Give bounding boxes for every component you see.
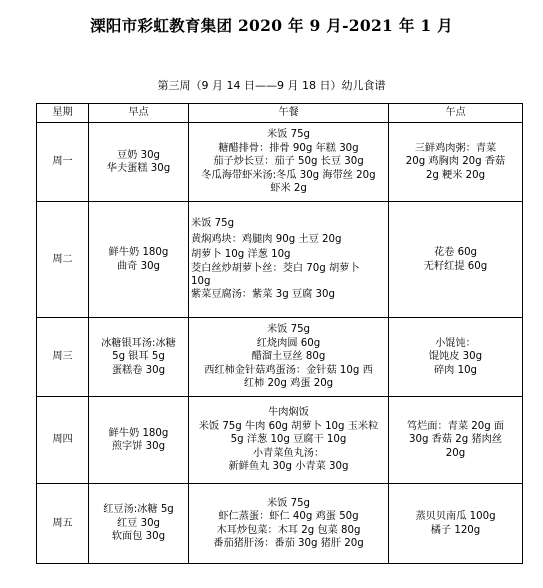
breakfast-item: 豆奶 30g xyxy=(116,149,161,161)
day-cell: 周四 xyxy=(37,397,89,484)
breakfast-item: 红豆 30g xyxy=(116,517,161,529)
lunch-item: 新鲜鱼丸 30g 小青菜 30g xyxy=(228,461,349,473)
lunch-item: 虾仁蒸蛋：虾仁 40g 鸡蛋 50g xyxy=(218,511,359,523)
lunch-item: 醋溜土豆丝 80g xyxy=(251,351,326,363)
snack-cell xyxy=(389,123,523,202)
header-day: 星期 xyxy=(37,104,89,123)
table-row xyxy=(37,202,523,318)
lunch-item: 西红柿金针菇鸡蛋汤：金针菇 10g 西 xyxy=(204,364,373,376)
snack-cell xyxy=(389,484,523,564)
breakfast-cell xyxy=(89,123,189,202)
breakfast-cell xyxy=(89,397,189,484)
breakfast-item: 曲奇 30g xyxy=(116,260,161,272)
lunch-cell xyxy=(189,318,389,397)
day-cell: 周五 xyxy=(37,484,89,564)
snack-cell xyxy=(389,397,523,484)
snack-item: 蒸贝贝南瓜 100g xyxy=(415,511,496,523)
snack-item: 2g 粳米 20g xyxy=(425,169,486,181)
table-row xyxy=(37,318,523,397)
lunch-item: 牛肉焖饭 xyxy=(268,407,309,419)
breakfast-item: 鲜牛奶 180g xyxy=(108,247,169,259)
day-cell: 周三 xyxy=(37,318,89,397)
lunch-cell xyxy=(189,123,389,202)
snack-item: 小馄饨： xyxy=(435,337,476,349)
document-title: 溧阳市彩虹教育集团 2020 年 9 月-2021 年 1 月 xyxy=(90,16,453,35)
snack-item: 无籽红提 60g xyxy=(423,260,488,272)
lunch-item: 紫菜豆腐汤：紫菜 3g 豆腐 30g xyxy=(191,289,335,301)
breakfast-item: 5g 银耳 5g xyxy=(112,351,165,363)
day-cell: 周二 xyxy=(37,202,89,318)
breakfast-item: 煎字饼 30g xyxy=(111,441,166,452)
snack-item: 三鲜鸡肉粥：青菜 xyxy=(414,142,497,154)
breakfast-cell xyxy=(89,318,189,397)
snack-item: 碎肉 10g xyxy=(433,364,478,376)
lunch-item: 胡萝卜 10g 洋葱 10g xyxy=(191,249,291,261)
lunch-item: 10g xyxy=(191,275,211,287)
breakfast-item: 红豆汤:冰糖 5g xyxy=(103,504,174,516)
snack-item: 馄饨皮 30g xyxy=(428,351,483,363)
breakfast-cell xyxy=(89,202,189,318)
lunch-item: 茄子炒长豆：茄子 50g 长豆 30g xyxy=(213,156,364,168)
lunch-item: 米饭 75g 牛肉 60g 胡萝卜 10g 玉米粒 xyxy=(198,420,379,432)
menu-subtitle: 第三周（9 月 14 日——9 月 18 日）幼儿食谱 xyxy=(157,79,386,92)
lunch-item: 木耳炒包菜：木耳 2g 包菜 80g xyxy=(216,524,361,536)
breakfast-item: 蛋糕卷 30g xyxy=(111,364,166,376)
lunch-cell xyxy=(189,397,389,484)
snack-item: 20g xyxy=(445,447,466,459)
snack-item: 30g 香菇 2g 猪肉丝 xyxy=(408,434,503,446)
lunch-item: 红烧肉圆 60g xyxy=(256,337,321,349)
lunch-item: 番茄猪肝汤：番茄 30g 猪肝 20g xyxy=(213,537,364,549)
lunch-item: 红柿 20g 鸡蛋 20g xyxy=(243,378,334,390)
lunch-item: 虾米 2g xyxy=(270,183,307,195)
lunch-item: 茭白丝炒胡萝卜丝：茭白 70g 胡萝卜 xyxy=(191,262,360,274)
lunch-cell xyxy=(189,484,389,564)
lunch-item: 米饭 75g xyxy=(266,129,311,141)
lunch-item: 糖醋排骨：排骨 90g 年糕 30g xyxy=(218,142,359,154)
lunch-item: 5g 洋葱 10g 豆腐干 10g xyxy=(230,434,347,446)
header-snack: 午点 xyxy=(389,104,523,123)
lunch-item: 米饭 75g xyxy=(191,218,235,230)
lunch-item: 冬瓜海带虾米汤:冬瓜 30g 海带丝 20g xyxy=(201,169,376,181)
table-header-row xyxy=(37,104,523,123)
snack-cell xyxy=(389,202,523,318)
breakfast-cell xyxy=(89,484,189,564)
table-row xyxy=(37,484,523,564)
lunch-cell xyxy=(189,202,389,318)
lunch-item: 黄焖鸡块：鸡腿肉 90g 土豆 20g xyxy=(191,233,342,245)
day-cell: 周一 xyxy=(37,123,89,202)
lunch-item: 米饭 75g xyxy=(266,497,311,509)
breakfast-item: 软面包 30g xyxy=(111,531,166,543)
breakfast-item: 冰糖银耳汤:冰糖 xyxy=(101,337,176,349)
header-breakfast: 早点 xyxy=(89,104,189,123)
header-lunch: 午餐 xyxy=(189,104,389,123)
snack-item: 橘子 120g xyxy=(430,524,481,536)
table-row xyxy=(37,123,523,202)
breakfast-item: 华夫蛋糕 30g xyxy=(106,163,171,174)
breakfast-item: 鲜牛奶 180g xyxy=(108,427,169,439)
lunch-item: 小青菜鱼丸汤： xyxy=(252,447,325,459)
weekly-menu-table xyxy=(36,103,523,564)
snack-item: 20g 鸡胸肉 20g 香菇 xyxy=(405,156,506,168)
snack-cell xyxy=(389,318,523,397)
snack-item: 花卷 60g xyxy=(433,247,478,259)
snack-item: 笃烂面：青菜 20g 面 xyxy=(406,420,505,432)
lunch-item: 米饭 75g xyxy=(266,324,311,336)
table-row xyxy=(37,397,523,484)
